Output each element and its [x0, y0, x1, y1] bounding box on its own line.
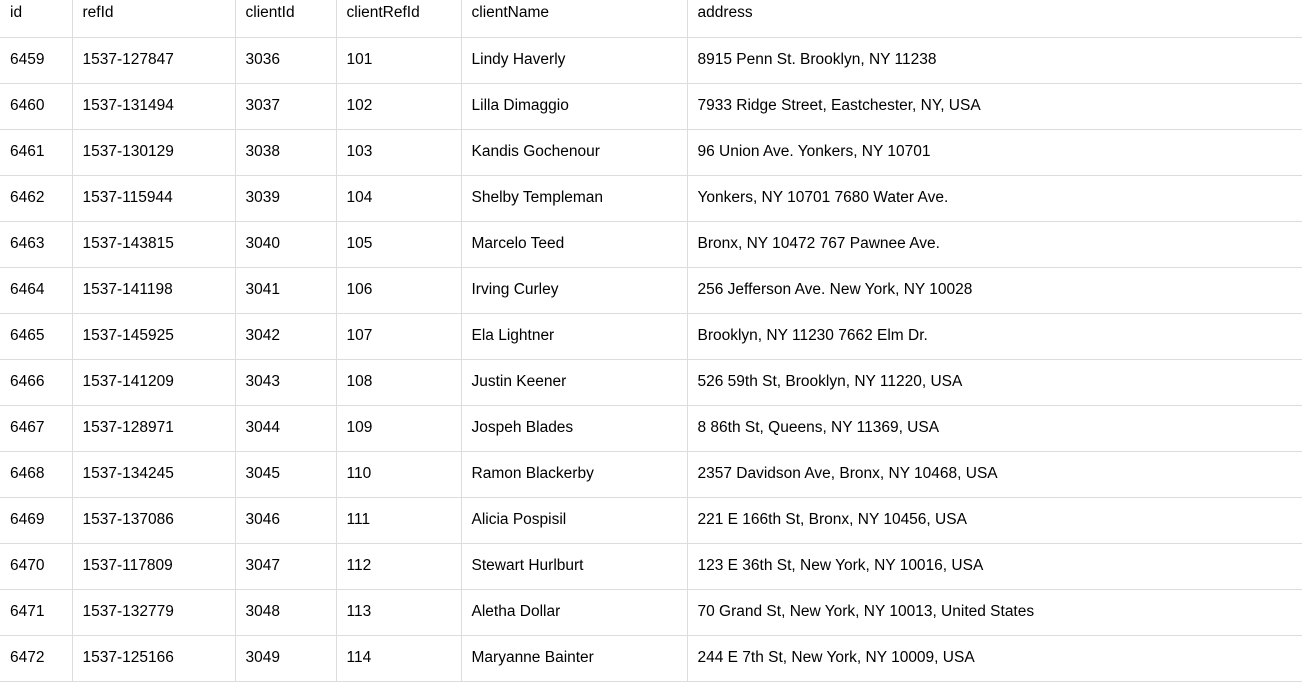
- cell-clientrefid: 108: [336, 359, 461, 405]
- cell-refid: 1537-131494: [72, 83, 235, 129]
- cell-clientname: Maryanne Bainter: [461, 635, 687, 681]
- column-header-refid[interactable]: refId: [72, 0, 235, 37]
- cell-refid: 1537-130129: [72, 129, 235, 175]
- cell-id: 6463: [0, 221, 72, 267]
- cell-clientname: Alicia Pospisil: [461, 497, 687, 543]
- cell-id: 6465: [0, 313, 72, 359]
- table-body: [0, 37, 1302, 681]
- cell-clientname: Jospeh Blades: [461, 405, 687, 451]
- cell-address: 221 E 166th St, Bronx, NY 10456, USA: [687, 497, 1302, 543]
- cell-address: 2357 Davidson Ave, Bronx, NY 10468, USA: [687, 451, 1302, 497]
- cell-id: 6466: [0, 359, 72, 405]
- cell-clientname: Shelby Templeman: [461, 175, 687, 221]
- cell-clientrefid: 110: [336, 451, 461, 497]
- cell-id: 6459: [0, 37, 72, 83]
- cell-id: 6468: [0, 451, 72, 497]
- cell-clientname: Kandis Gochenour: [461, 129, 687, 175]
- cell-clientid: 3042: [235, 313, 336, 359]
- table-row[interactable]: [0, 405, 1302, 451]
- cell-clientid: 3037: [235, 83, 336, 129]
- table-row[interactable]: [0, 589, 1302, 635]
- cell-refid: 1537-141198: [72, 267, 235, 313]
- column-header-clientid[interactable]: clientId: [235, 0, 336, 37]
- cell-clientid: 3046: [235, 497, 336, 543]
- cell-clientname: Ela Lightner: [461, 313, 687, 359]
- cell-refid: 1537-127847: [72, 37, 235, 83]
- cell-id: 6471: [0, 589, 72, 635]
- cell-clientname: Stewart Hurlburt: [461, 543, 687, 589]
- cell-clientrefid: 105: [336, 221, 461, 267]
- cell-address: 8 86th St, Queens, NY 11369, USA: [687, 405, 1302, 451]
- cell-id: 6472: [0, 635, 72, 681]
- table-row[interactable]: [0, 129, 1302, 175]
- table-row[interactable]: [0, 37, 1302, 83]
- cell-clientrefid: 101: [336, 37, 461, 83]
- cell-address: 7933 Ridge Street, Eastchester, NY, USA: [687, 83, 1302, 129]
- cell-clientrefid: 103: [336, 129, 461, 175]
- cell-clientid: 3036: [235, 37, 336, 83]
- cell-address: 96 Union Ave. Yonkers, NY 10701: [687, 129, 1302, 175]
- table-header: [0, 0, 1302, 37]
- cell-refid: 1537-143815: [72, 221, 235, 267]
- column-header-clientname[interactable]: clientName: [461, 0, 687, 37]
- cell-clientid: 3040: [235, 221, 336, 267]
- cell-clientid: 3045: [235, 451, 336, 497]
- cell-clientrefid: 106: [336, 267, 461, 313]
- cell-clientname: Ramon Blackerby: [461, 451, 687, 497]
- cell-refid: 1537-132779: [72, 589, 235, 635]
- cell-id: 6464: [0, 267, 72, 313]
- cell-address: 526 59th St, Brooklyn, NY 11220, USA: [687, 359, 1302, 405]
- cell-clientrefid: 109: [336, 405, 461, 451]
- cell-address: 256 Jefferson Ave. New York, NY 10028: [687, 267, 1302, 313]
- table-row[interactable]: [0, 313, 1302, 359]
- cell-address: 8915 Penn St. Brooklyn, NY 11238: [687, 37, 1302, 83]
- cell-clientid: 3041: [235, 267, 336, 313]
- table-row[interactable]: [0, 451, 1302, 497]
- cell-clientrefid: 104: [336, 175, 461, 221]
- column-header-id[interactable]: id: [0, 0, 72, 37]
- cell-id: 6461: [0, 129, 72, 175]
- cell-clientname: Lilla Dimaggio: [461, 83, 687, 129]
- cell-clientrefid: 102: [336, 83, 461, 129]
- table-row[interactable]: [0, 497, 1302, 543]
- cell-refid: 1537-145925: [72, 313, 235, 359]
- cell-id: 6469: [0, 497, 72, 543]
- cell-clientid: 3047: [235, 543, 336, 589]
- table-row[interactable]: [0, 543, 1302, 589]
- cell-clientid: 3048: [235, 589, 336, 635]
- cell-clientrefid: 113: [336, 589, 461, 635]
- column-header-address[interactable]: address: [687, 0, 1302, 37]
- cell-address: 70 Grand St, New York, NY 10013, United States: [687, 589, 1302, 635]
- table-header-row: [0, 0, 1302, 37]
- cell-clientrefid: 107: [336, 313, 461, 359]
- cell-refid: 1537-125166: [72, 635, 235, 681]
- table-row[interactable]: [0, 221, 1302, 267]
- cell-address: Bronx, NY 10472 767 Pawnee Ave.: [687, 221, 1302, 267]
- cell-address: Brooklyn, NY 11230 7662 Elm Dr.: [687, 313, 1302, 359]
- cell-clientrefid: 112: [336, 543, 461, 589]
- cell-clientid: 3049: [235, 635, 336, 681]
- cell-clientid: 3039: [235, 175, 336, 221]
- cell-id: 6470: [0, 543, 72, 589]
- cell-clientname: Justin Keener: [461, 359, 687, 405]
- cell-address: 123 E 36th St, New York, NY 10016, USA: [687, 543, 1302, 589]
- cell-refid: 1537-141209: [72, 359, 235, 405]
- table-row[interactable]: [0, 267, 1302, 313]
- cell-clientname: Aletha Dollar: [461, 589, 687, 635]
- table-row[interactable]: [0, 635, 1302, 681]
- cell-refid: 1537-134245: [72, 451, 235, 497]
- cell-id: 6460: [0, 83, 72, 129]
- cell-refid: 1537-117809: [72, 543, 235, 589]
- cell-clientrefid: 114: [336, 635, 461, 681]
- cell-id: 6462: [0, 175, 72, 221]
- cell-refid: 1537-137086: [72, 497, 235, 543]
- table-row[interactable]: [0, 175, 1302, 221]
- cell-clientid: 3038: [235, 129, 336, 175]
- cell-refid: 1537-128971: [72, 405, 235, 451]
- cell-clientname: Lindy Haverly: [461, 37, 687, 83]
- cell-refid: 1537-115944: [72, 175, 235, 221]
- cell-address: Yonkers, NY 10701 7680 Water Ave.: [687, 175, 1302, 221]
- cell-clientrefid: 111: [336, 497, 461, 543]
- table-row[interactable]: [0, 83, 1302, 129]
- cell-clientname: Irving Curley: [461, 267, 687, 313]
- cell-clientname: Marcelo Teed: [461, 221, 687, 267]
- cell-address: 244 E 7th St, New York, NY 10009, USA: [687, 635, 1302, 681]
- column-header-clientrefid[interactable]: clientRefId: [336, 0, 461, 37]
- table-row[interactable]: [0, 359, 1302, 405]
- cell-clientid: 3044: [235, 405, 336, 451]
- cell-id: 6467: [0, 405, 72, 451]
- cell-clientid: 3043: [235, 359, 336, 405]
